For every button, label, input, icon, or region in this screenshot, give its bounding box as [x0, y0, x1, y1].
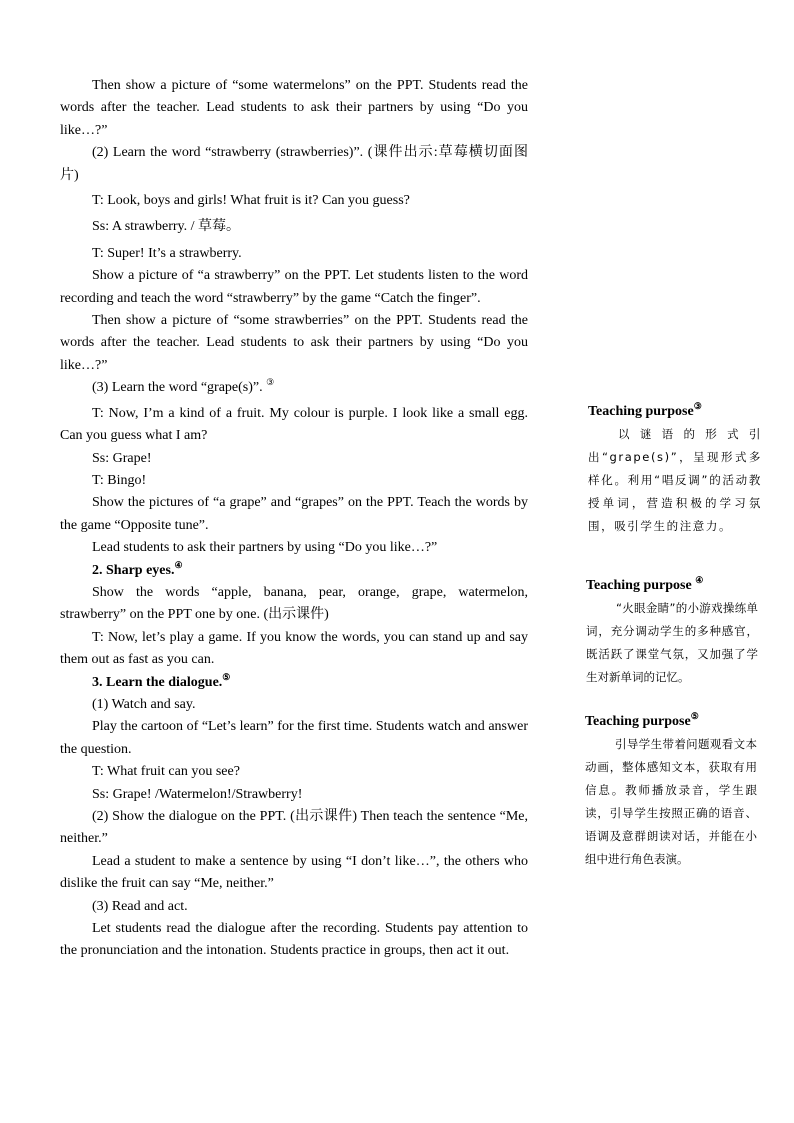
footnote-mark: ⑤	[690, 711, 699, 721]
teaching-purpose-note	[585, 711, 757, 871]
paragraph: Ss: Grape! /Watermelon!/Strawberry!	[92, 786, 303, 802]
section-heading	[60, 672, 528, 694]
section-title: 3. Learn the dialogue.	[92, 674, 223, 690]
teaching-purpose-note	[586, 575, 758, 689]
paragraph: (1) Watch and say.	[92, 696, 196, 712]
paragraph: Ss: A strawberry. / 草莓。	[92, 219, 241, 235]
note-text: 引导学生带着问题观看文本动画，整体感知文本，获取有用信息。教师播放录音，学生跟读，引导学生按照正确的语音、语调及意群朗读对话，并能在小组中进行角色表演。	[585, 737, 757, 866]
paragraph: T: Now, I’m a kind of a fruit. My colour is purple. I look like a small egg. Can you guess what I am?	[60, 405, 528, 444]
footnote-mark: ③	[693, 401, 702, 411]
footnote-mark: ③	[266, 377, 275, 388]
note-title: Teaching purpose	[588, 404, 694, 419]
paragraph: (3) Read and act.	[92, 898, 188, 914]
teaching-purpose-note	[588, 401, 762, 538]
paragraph: Then show a picture of “some watermelons” on the PPT. Students read the words after the teacher. Lead students to ask their partners by using “Do you like…?”	[60, 78, 528, 138]
paragraph: Lead a student to make a sentence by using “I don’t like…”, the others who dislike the fruit can say “Me, neither.”	[60, 853, 528, 892]
paragraph: Play the cartoon of “Let’s learn” for the first time. Students watch and answer the question.	[60, 719, 528, 757]
note-title: Teaching purpose	[586, 578, 692, 593]
note-text: “火眼金睛”的小游戏操练单词，充分调动学生的多种感官，既活跃了课堂气氛，又加强了学生对新单词的记忆。	[586, 601, 758, 684]
note-heading	[585, 711, 757, 733]
paragraph: T: Bingo!	[92, 472, 147, 488]
paragraph: T: Super! It’s a strawberry.	[92, 245, 242, 261]
paragraph: Then show a picture of “some strawberries” on the PPT. Students read the words after the teacher. Lead students to ask their partners by using “Do you like…?”	[60, 313, 528, 373]
paragraph: Lead students to ask their partners by using “Do you like…?”	[92, 540, 438, 556]
note-heading	[586, 575, 758, 597]
step-heading	[60, 377, 528, 399]
paragraph: T: What fruit can you see?	[92, 764, 240, 780]
paragraph: Show the pictures of “a grape” and “grapes” on the PPT. Teach the words by the game “Opposite tune”.	[60, 495, 528, 533]
note-title: Teaching purpose	[585, 714, 691, 729]
paragraph: T: Look, boys and girls! What fruit is it? Can you guess?	[92, 193, 410, 209]
paragraph: T: Now, let’s play a game. If you know the words, you can stand up and say them out as fast as you can.	[60, 629, 528, 668]
paragraph: Show a picture of “a strawberry” on the PPT. Let students listen to the word recording and teach the word “strawberry” by the game “Catch the finger”.	[60, 268, 528, 306]
footnote-mark: ⑤	[222, 671, 231, 682]
lesson-body	[60, 75, 528, 963]
paragraph: Show the words “apple, banana, pear, orange, grape, watermelon, strawberry” on the PPT one by one. (出示课件)	[60, 584, 528, 623]
note-text: 以谜语的形式引出“grape(s)”，呈现形式多样化。利用“唱反调”的活动教授单词，营造积极的学习氛围，吸引学生的注意力。	[588, 427, 762, 533]
paragraph: (2) Show the dialogue on the PPT. (出示课件) Then teach the sentence “Me, neither.”	[60, 809, 528, 847]
note-heading	[588, 401, 762, 423]
section-title: 2. Sharp eyes.	[92, 562, 175, 578]
paragraph: Ss: Grape!	[92, 450, 152, 466]
footnote-mark: ④	[695, 575, 704, 585]
step-title: (3) Learn the word “grape(s)”.	[92, 380, 263, 396]
section-heading	[60, 560, 528, 582]
paragraph: (2) Learn the word “strawberry (strawberries)”. (课件出示:草莓横切面图片)	[60, 145, 528, 183]
paragraph: Let students read the dialogue after the recording. Students pay attention to the pronunciation and the intonation. Students practice in groups, then act it out.	[60, 921, 528, 959]
footnote-mark: ④	[174, 559, 183, 570]
